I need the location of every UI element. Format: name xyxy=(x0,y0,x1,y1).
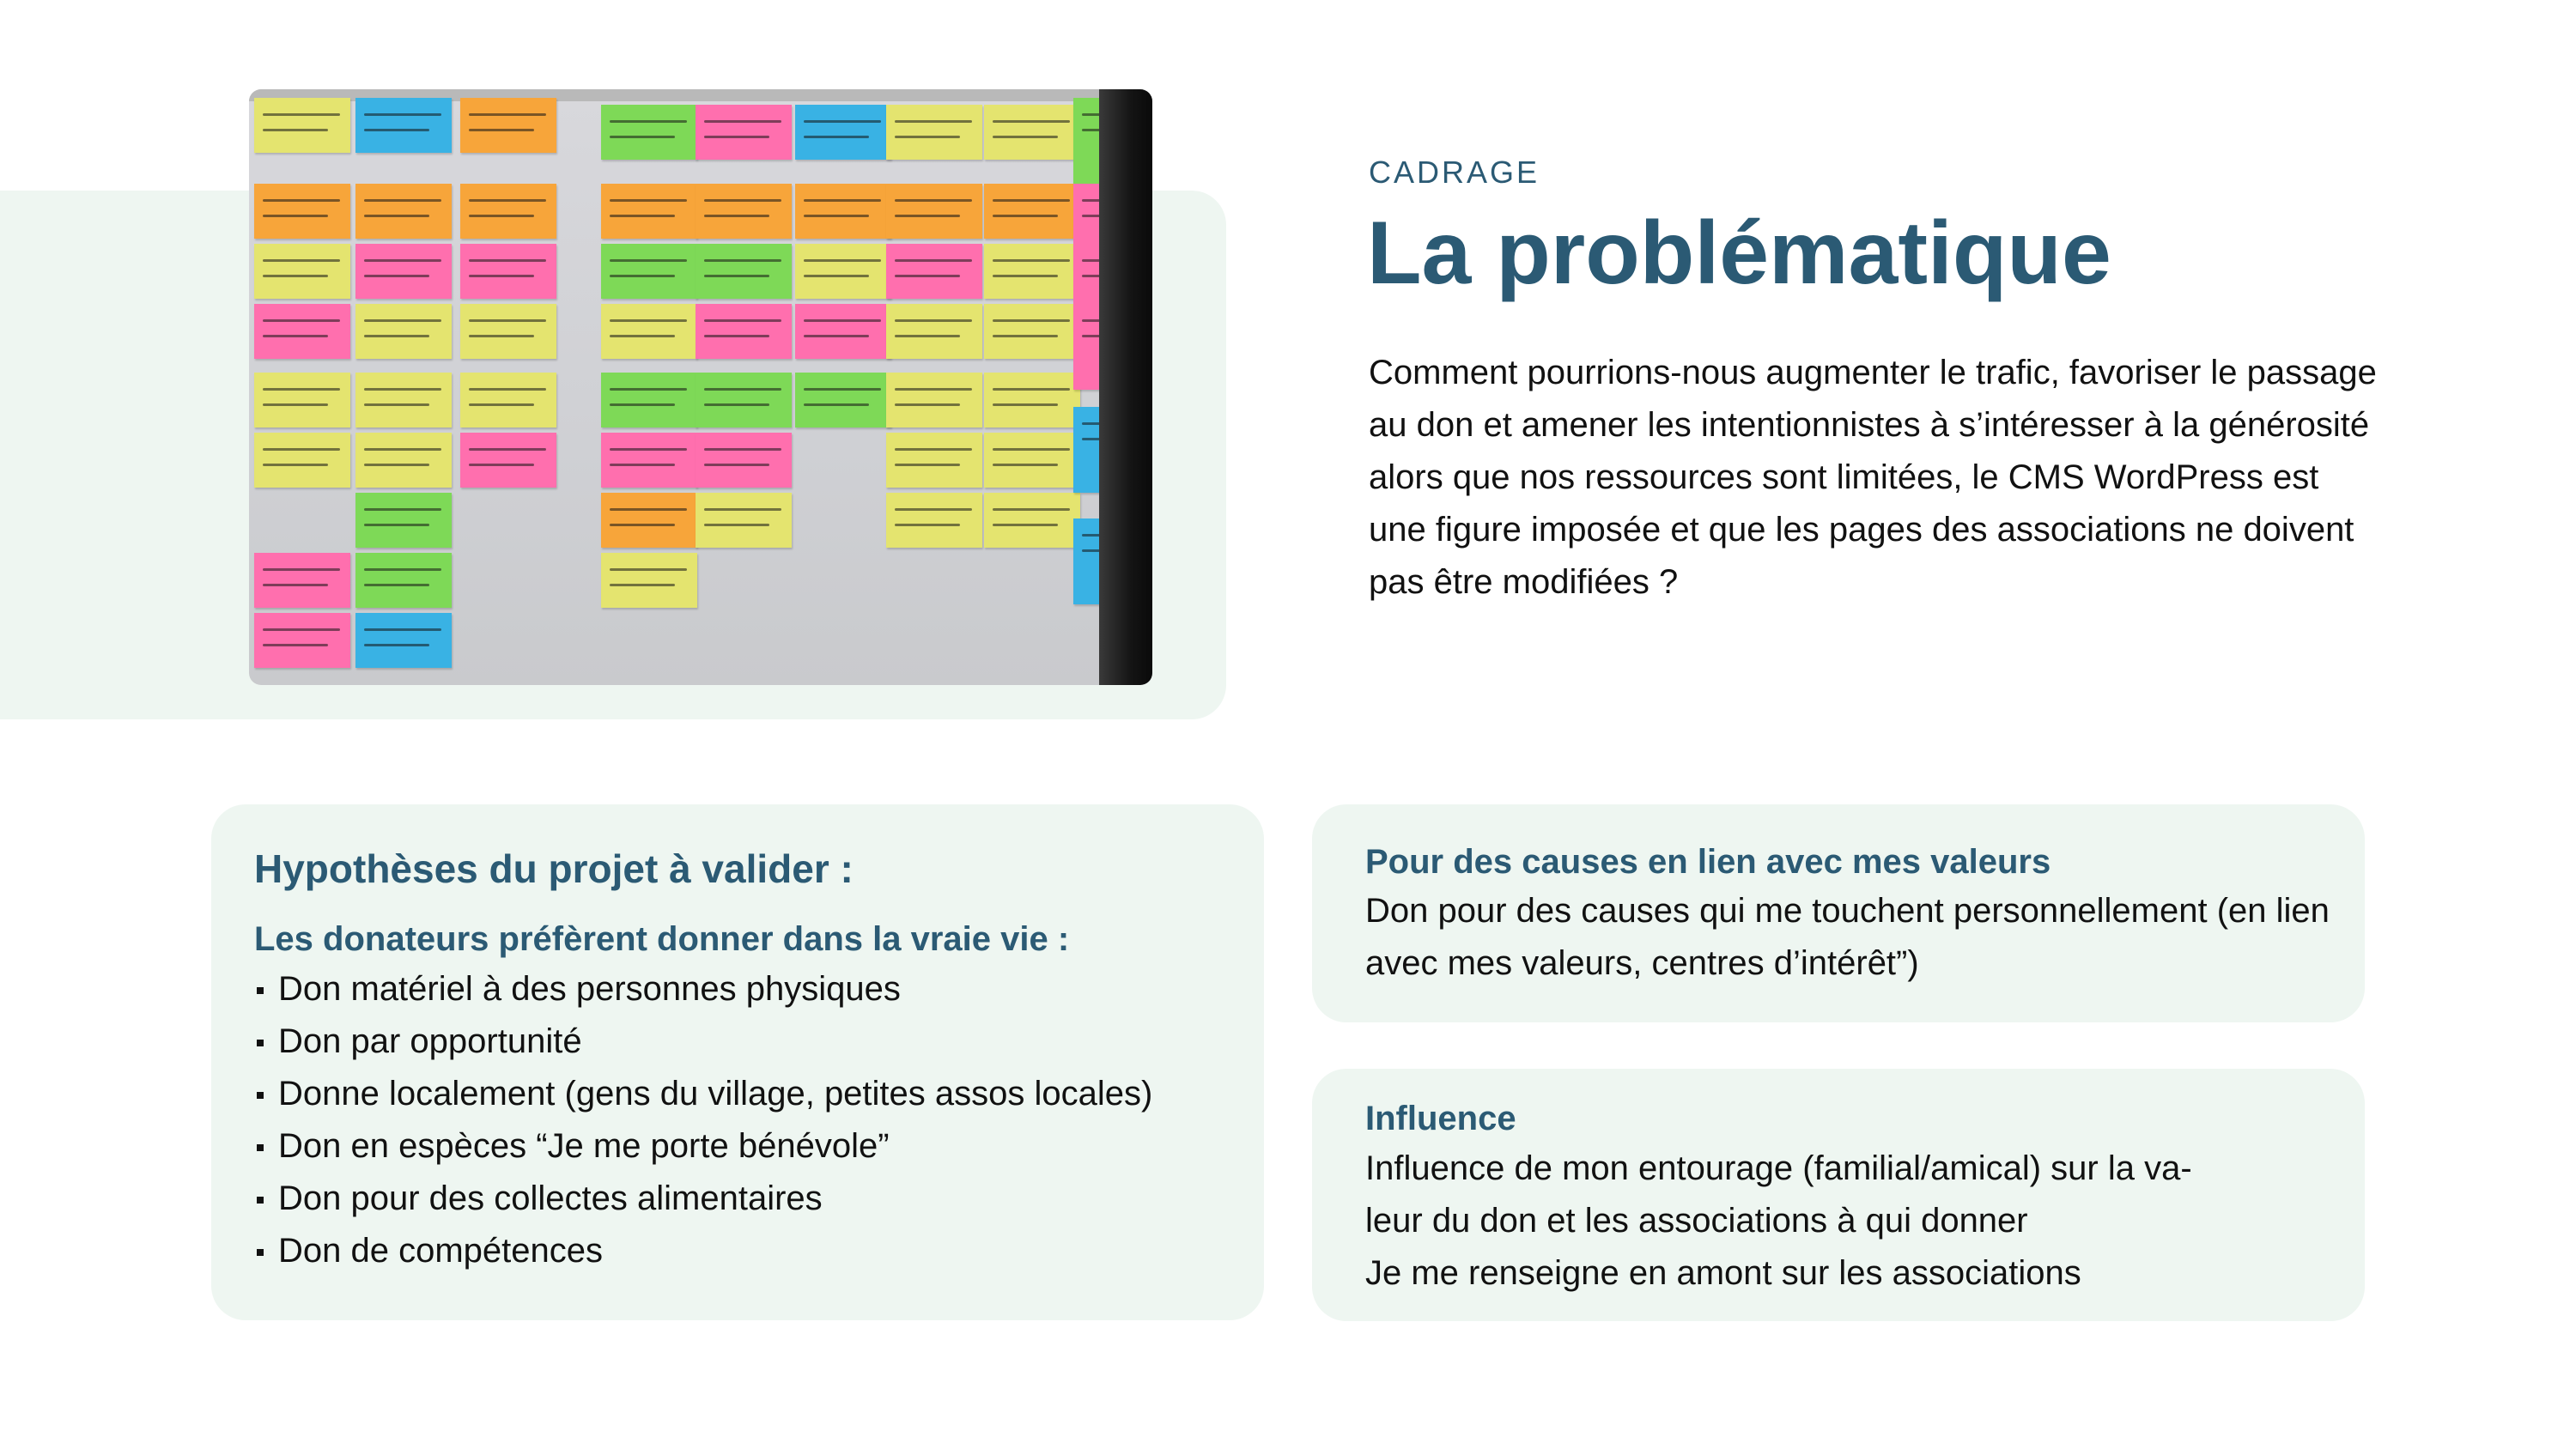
sticky-note xyxy=(886,493,982,548)
influence-line-1: Influence de mon entourage (familial/amical) sur la va- xyxy=(1365,1149,2192,1187)
sticky-note xyxy=(886,105,982,160)
sticky-note xyxy=(601,304,697,359)
section-kicker: CADRAGE xyxy=(1369,155,1540,190)
sticky-note xyxy=(601,493,697,548)
sticky-note xyxy=(254,433,350,488)
sticky-note xyxy=(795,244,891,299)
sticky-note xyxy=(355,433,452,488)
causes-title: Pour des causes en lien avec mes valeurs xyxy=(1365,843,2051,881)
sticky-note xyxy=(601,373,697,427)
sticky-note xyxy=(355,98,452,153)
sticky-note xyxy=(984,304,1080,359)
hypotheses-subtitle: Les donateurs préfèrent donner dans la vraie vie : xyxy=(254,920,1070,958)
sticky-note xyxy=(460,433,556,488)
causes-card xyxy=(1312,804,2365,1022)
sticky-note xyxy=(460,244,556,299)
sticky-note xyxy=(254,304,350,359)
causes-text: Don pour des causes qui me touchent personnellement (en lien avec mes valeurs, centres d’intérêt”) xyxy=(1365,892,2330,982)
list-item: Don matériel à des personnes physiques xyxy=(254,963,1267,1016)
sticky-note xyxy=(886,184,982,239)
influence-card xyxy=(1312,1069,2365,1321)
sticky-note xyxy=(984,493,1080,548)
sticky-note xyxy=(355,613,452,668)
sticky-note xyxy=(355,244,452,299)
sticky-note xyxy=(984,244,1080,299)
sticky-note xyxy=(696,433,792,488)
sticky-note xyxy=(886,244,982,299)
hypotheses-list xyxy=(254,963,1267,1277)
sticky-note xyxy=(460,373,556,427)
sticky-note xyxy=(886,433,982,488)
photo-dark-edge xyxy=(1099,89,1152,685)
sticky-note xyxy=(696,493,792,548)
sticky-note xyxy=(601,553,697,608)
sticky-note xyxy=(254,613,350,668)
sticky-note xyxy=(460,304,556,359)
sticky-note xyxy=(886,304,982,359)
sticky-note xyxy=(460,98,556,153)
influence-line-3: Je me renseigne en amont sur les associations xyxy=(1365,1254,2081,1292)
sticky-note xyxy=(254,553,350,608)
sticky-note xyxy=(355,553,452,608)
sticky-notes-photo xyxy=(249,89,1152,685)
sticky-note xyxy=(601,184,697,239)
page-title: La problématique xyxy=(1367,203,2111,303)
hypotheses-title: Hypothèses du projet à valider : xyxy=(254,846,854,891)
sticky-note xyxy=(795,373,891,427)
sticky-note xyxy=(795,105,891,160)
sticky-note xyxy=(984,105,1080,160)
sticky-note xyxy=(355,373,452,427)
list-item: Don par opportunité xyxy=(254,1016,1267,1068)
list-item: Don de compétences xyxy=(254,1225,1267,1277)
problem-statement: Comment pourrions-nous augmenter le trafic, favoriser le passage au don et amener les intentionnistes à s’intéresser à la générosité alors que nos ressources sont limitées, le CMS WordPress est une figure imposée et que les pages des associations ne doivent pas être modifiées ? xyxy=(1369,354,2377,601)
sticky-note xyxy=(254,244,350,299)
list-item: Donne localement (gens du village, petites assos locales) xyxy=(254,1068,1267,1120)
sticky-note xyxy=(795,184,891,239)
sticky-note xyxy=(254,373,350,427)
hypotheses-card xyxy=(211,804,1264,1320)
sticky-note xyxy=(696,105,792,160)
sticky-note xyxy=(601,105,697,160)
sticky-note xyxy=(984,184,1080,239)
list-item: Don en espèces “Je me porte bénévole” xyxy=(254,1120,1267,1173)
sticky-note xyxy=(984,373,1080,427)
influence-line-2: leur du don et les associations à qui donner xyxy=(1365,1202,2028,1240)
sticky-note xyxy=(601,433,697,488)
sticky-note xyxy=(795,304,891,359)
sticky-note xyxy=(984,433,1080,488)
sticky-note xyxy=(355,184,452,239)
sticky-note xyxy=(696,244,792,299)
sticky-note xyxy=(355,493,452,548)
list-item: Don pour des collectes alimentaires xyxy=(254,1173,1267,1225)
sticky-note xyxy=(696,184,792,239)
sticky-note xyxy=(254,98,350,153)
sticky-note xyxy=(601,244,697,299)
sticky-note xyxy=(460,184,556,239)
sticky-note xyxy=(886,373,982,427)
influence-title: Influence xyxy=(1365,1100,1516,1137)
sticky-note xyxy=(355,304,452,359)
sticky-note xyxy=(254,184,350,239)
sticky-note xyxy=(696,304,792,359)
sticky-note xyxy=(696,373,792,427)
